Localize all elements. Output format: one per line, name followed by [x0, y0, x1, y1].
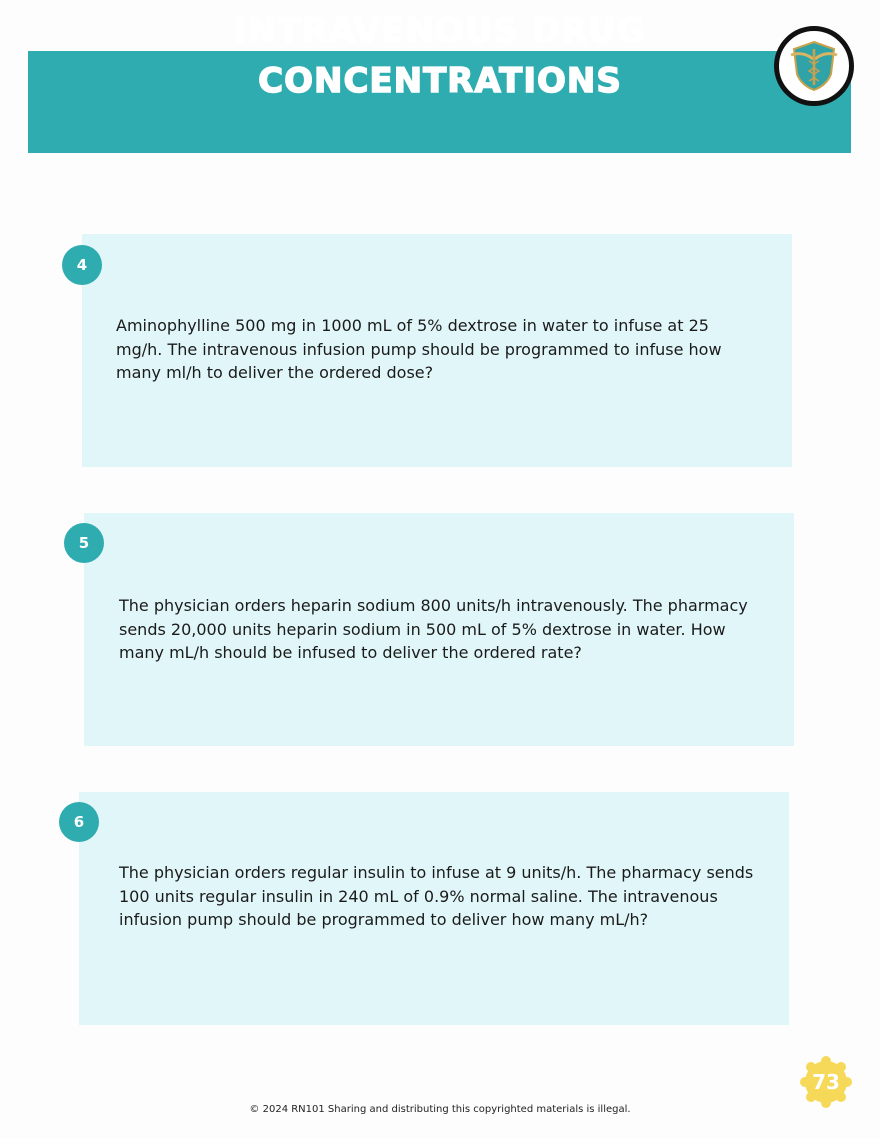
shield-icon [789, 39, 839, 93]
question-number-badge: 5 [64, 523, 104, 563]
page-number-badge [800, 1056, 852, 1108]
question-text: The physician orders regular insulin to infuse at 9 units/h. The pharmacy sends 100 units regular insulin in 240 mL of 0.9% normal saline. The intravenous infusion pump should be programmed to deliver how many mL/h? [119, 863, 754, 929]
caduceus-shield-logo [774, 26, 854, 106]
question-text: The physician orders heparin sodium 800 units/h intravenously. The pharmacy sends 20,000 units heparin sodium in 500 mL of 5% dextrose in water. How many mL/h should be infused to deliver the ordered rate? [119, 596, 748, 662]
title-line-1: INTRAVENOUS DRUG [234, 11, 646, 51]
question-text: Aminophylline 500 mg in 1000 mL of 5% dextrose in water to infuse at 25 mg/h. The intravenous infusion pump should be programmed to infuse how many ml/h to deliver the ordered dose? [116, 316, 722, 382]
question-number-badge: 6 [59, 802, 99, 842]
page-title [0, 6, 880, 106]
title-line-2: CONCENTRATIONS [258, 61, 622, 101]
page-number: 73 [812, 1070, 840, 1094]
copyright-footer: © 2024 RN101 Sharing and distributing this copyrighted materials is illegal. [249, 1104, 631, 1115]
question-number-badge: 4 [62, 245, 102, 285]
